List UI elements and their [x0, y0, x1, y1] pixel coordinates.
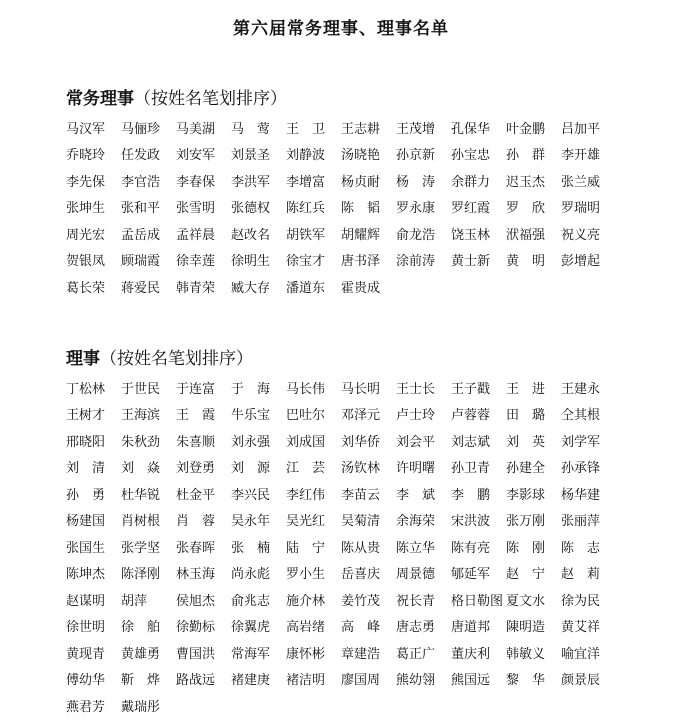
standing-director-name: 吕加平	[561, 121, 601, 137]
director-name: 路战远	[176, 673, 216, 689]
director-name: 黄艾祥	[561, 620, 601, 636]
standing-director-name: 韩青荣	[176, 280, 216, 296]
standing-director-name: 霍贵成	[341, 280, 381, 296]
director-name: 孙卫青	[451, 461, 491, 477]
director-name: 唐道邦	[451, 620, 491, 636]
standing-director-name: 顾瑞霞	[121, 254, 161, 270]
standing-director-name: 张德权	[231, 201, 271, 217]
director-name: 常海军	[231, 646, 271, 662]
director-name: 陈立华	[396, 540, 436, 556]
director-name: 陆 宁	[286, 540, 326, 556]
director-name: 刘 焱	[121, 461, 161, 477]
director-name: 董庆利	[451, 646, 491, 662]
director-name: 尚永彪	[231, 567, 271, 583]
standing-director-name: 杨贞耐	[341, 174, 381, 190]
standing-directors-heading-note: （按姓名笔划排序）	[134, 89, 287, 109]
standing-director-name: 陈 韬	[341, 201, 381, 217]
director-name: 高岩绪	[286, 620, 326, 636]
director-name: 徐翼虎	[231, 620, 271, 636]
director-name: 徐 舶	[121, 620, 161, 636]
standing-director-name: 余群力	[451, 174, 491, 190]
director-name: 陈 志	[561, 540, 601, 556]
director-name: 张丽萍	[561, 514, 601, 530]
director-name: 杜华锐	[121, 487, 161, 503]
standing-director-name: 蒋爱民	[121, 280, 161, 296]
director-name: 赵 宁	[506, 567, 546, 583]
director-name: 巴吐尔	[286, 408, 326, 424]
director-name: 刘学军	[561, 434, 601, 450]
director-name: 黎 华	[506, 673, 546, 689]
standing-director-name: 任发政	[121, 148, 161, 164]
director-name: 李兴民	[231, 487, 271, 503]
standing-director-name: 李开雄	[561, 148, 601, 164]
director-name: 胡萍	[121, 593, 148, 609]
director-name: 高 峰	[341, 620, 381, 636]
standing-director-name: 乔晓玲	[66, 148, 106, 164]
director-name: 卢士玲	[396, 408, 436, 424]
standing-director-name: 张和平	[121, 201, 161, 217]
standing-director-name: 徐明生	[231, 254, 271, 270]
standing-director-name: 马 莺	[231, 121, 271, 137]
director-name: 姜竹茂	[341, 593, 381, 609]
standing-director-name: 贺银凤	[66, 254, 106, 270]
standing-director-name: 祝义亮	[561, 227, 601, 243]
director-name: 于连富	[176, 381, 216, 397]
director-name: 陈坤杰	[66, 567, 106, 583]
director-name: 丁松林	[66, 381, 106, 397]
director-name: 曹国洪	[176, 646, 216, 662]
director-name: 王建永	[561, 381, 601, 397]
director-name: 江 芸	[286, 461, 326, 477]
standing-director-name: 孟岳成	[121, 227, 161, 243]
director-name: 卢蓉蓉	[451, 408, 491, 424]
director-name: 戴瑞彤	[121, 699, 161, 715]
director-name: 徐为民	[561, 593, 601, 609]
director-name: 刘成国	[286, 434, 326, 450]
director-name: 马长伟	[286, 381, 326, 397]
director-name: 吴菊清	[341, 514, 381, 530]
director-name: 刘华侨	[341, 434, 381, 450]
director-name: 孙 勇	[66, 487, 106, 503]
director-name: 刘会平	[396, 434, 436, 450]
standing-director-name: 刘景圣	[231, 148, 271, 164]
standing-director-name: 饶玉林	[451, 227, 491, 243]
standing-director-name: 孙 群	[506, 148, 546, 164]
director-name: 许明曙	[396, 461, 436, 477]
director-name: 刘 英	[506, 434, 546, 450]
standing-director-name: 王志耕	[341, 121, 381, 137]
standing-directors-section	[66, 86, 676, 300]
director-name: 王海滨	[121, 408, 161, 424]
standing-director-name: 王 卫	[286, 121, 326, 137]
directors-heading-title: 理事	[66, 349, 100, 369]
director-name: 陈 刚	[506, 540, 546, 556]
standing-director-name: 刘静波	[286, 148, 326, 164]
director-name: 宋洪波	[451, 514, 491, 530]
director-name: 杨建国	[66, 514, 106, 530]
director-name: 黄现青	[66, 646, 106, 662]
standing-director-name: 周光宏	[66, 227, 106, 243]
director-name: 李 斌	[396, 487, 436, 503]
standing-director-name: 马汉军	[66, 121, 106, 137]
standing-director-name: 李先保	[66, 174, 106, 190]
director-name: 靳 烨	[121, 673, 161, 689]
director-name: 康怀彬	[286, 646, 326, 662]
standing-director-name: 孙宝忠	[451, 148, 491, 164]
director-name: 孙建全	[506, 461, 546, 477]
director-name: 张国生	[66, 540, 106, 556]
director-name: 施介林	[286, 593, 326, 609]
director-name: 郇延军	[451, 567, 491, 583]
directors-heading	[66, 346, 676, 372]
director-name: 田 璐	[506, 408, 546, 424]
standing-director-name: 迟玉杰	[506, 174, 546, 190]
standing-directors-heading-title: 常务理事	[66, 89, 134, 109]
standing-director-name: 黄士新	[451, 254, 491, 270]
director-name: 李影球	[506, 487, 546, 503]
director-name: 刘志斌	[451, 434, 491, 450]
directors-section	[66, 346, 676, 719]
standing-director-name: 马美湖	[176, 121, 216, 137]
director-name: 刘 清	[66, 461, 106, 477]
director-name: 刘登勇	[176, 461, 216, 477]
director-name: 褚洁明	[286, 673, 326, 689]
director-name: 牛乐宝	[231, 408, 271, 424]
director-name: 仝其根	[561, 408, 601, 424]
standing-director-name: 罗永康	[396, 201, 436, 217]
director-name: 李 鹏	[451, 487, 491, 503]
director-name: 章建浩	[341, 646, 381, 662]
director-name: 黄雄勇	[121, 646, 161, 662]
director-name: 张春晖	[176, 540, 216, 556]
director-name: 罗小生	[286, 567, 326, 583]
director-name: 周景德	[396, 567, 436, 583]
standing-director-name: 张雪明	[176, 201, 216, 217]
director-name: 祝长青	[396, 593, 436, 609]
standing-director-name: 胡铁军	[286, 227, 326, 243]
director-name: 刘永强	[231, 434, 271, 450]
standing-director-name: 潘道东	[286, 280, 326, 296]
director-name: 格日勒图	[451, 593, 504, 609]
standing-director-name: 彭增起	[561, 254, 601, 270]
standing-director-name: 徐宝才	[286, 254, 326, 270]
director-name: 夏文水	[506, 593, 546, 609]
standing-director-name: 叶金鹏	[506, 121, 546, 137]
standing-director-name: 李春保	[176, 174, 216, 190]
director-name: 肖 蓉	[176, 514, 216, 530]
director-name: 于 海	[231, 381, 271, 397]
standing-director-name: 俞龙浩	[396, 227, 436, 243]
director-name: 褚建庚	[231, 673, 271, 689]
director-name: 韩敏义	[506, 646, 546, 662]
director-name: 燕君芳	[66, 699, 106, 715]
director-name: 邢晓阳	[66, 434, 106, 450]
standing-director-name: 洑福强	[506, 227, 546, 243]
director-name: 颜景辰	[561, 673, 601, 689]
director-name: 俞兆志	[231, 593, 271, 609]
director-name: 杨华建	[561, 487, 601, 503]
director-name: 岳喜庆	[341, 567, 381, 583]
director-name: 喻宜洋	[561, 646, 601, 662]
director-name: 孙承锋	[561, 461, 601, 477]
standing-director-name: 杨 涛	[396, 174, 436, 190]
standing-director-name: 汤晓艳	[341, 148, 381, 164]
standing-director-name: 刘安军	[176, 148, 216, 164]
director-name: 陈有亮	[451, 540, 491, 556]
director-name: 陈泽刚	[121, 567, 161, 583]
director-name: 陈从贵	[341, 540, 381, 556]
director-name: 邓泽元	[341, 408, 381, 424]
director-name: 徐世明	[66, 620, 106, 636]
director-name: 熊幼翎	[396, 673, 436, 689]
standing-director-name: 黄 明	[506, 254, 546, 270]
director-name: 林玉海	[176, 567, 216, 583]
standing-director-name: 臧大存	[231, 280, 271, 296]
director-name: 王 霞	[176, 408, 216, 424]
director-name: 朱秋劲	[121, 434, 161, 450]
director-name: 唐志勇	[396, 620, 436, 636]
director-name: 刘 源	[231, 461, 271, 477]
director-name: 朱喜顺	[176, 434, 216, 450]
document-title: 第六届常务理事、理事名单	[233, 19, 449, 39]
director-name: 陳明造	[506, 620, 546, 636]
directors-name-list	[66, 374, 676, 719]
standing-director-name: 涂前涛	[396, 254, 436, 270]
standing-director-name: 王茂增	[396, 121, 436, 137]
standing-directors-name-list	[66, 114, 676, 300]
director-name: 廖国周	[341, 673, 381, 689]
director-name: 赵谋明	[66, 593, 106, 609]
standing-director-name: 孟祥晨	[176, 227, 216, 243]
standing-director-name: 徐幸莲	[176, 254, 216, 270]
directors-heading-note: （按姓名笔划排序）	[100, 349, 253, 369]
director-name: 于世民	[121, 381, 161, 397]
standing-directors-heading	[66, 86, 676, 112]
director-name: 王子戳	[451, 381, 491, 397]
director-name: 傅幼华	[66, 673, 106, 689]
director-name: 余海荣	[396, 514, 436, 530]
director-name: 葛正广	[396, 646, 436, 662]
director-name: 马长明	[341, 381, 381, 397]
standing-director-name: 张兰威	[561, 174, 601, 190]
director-name: 张万刚	[506, 514, 546, 530]
director-name: 侯旭杰	[176, 593, 216, 609]
director-name: 李苗云	[341, 487, 381, 503]
standing-director-name: 罗红霞	[451, 201, 491, 217]
director-name: 徐勤标	[176, 620, 216, 636]
standing-director-name: 李增富	[286, 174, 326, 190]
standing-director-name: 张坤生	[66, 201, 106, 217]
director-name: 李红伟	[286, 487, 326, 503]
director-name: 杜金平	[176, 487, 216, 503]
standing-director-name: 李洪军	[231, 174, 271, 190]
standing-director-name: 李官浩	[121, 174, 161, 190]
director-name: 王树才	[66, 408, 106, 424]
director-name: 赵 莉	[561, 567, 601, 583]
director-name: 王 进	[506, 381, 546, 397]
director-name: 汤钦林	[341, 461, 381, 477]
director-name: 张 楠	[231, 540, 271, 556]
director-name: 王士长	[396, 381, 436, 397]
standing-director-name: 罗瑞明	[561, 201, 601, 217]
director-name: 吴光红	[286, 514, 326, 530]
standing-director-name: 葛长荣	[66, 280, 106, 296]
director-name: 肖树根	[121, 514, 161, 530]
director-name: 吴永年	[231, 514, 271, 530]
director-name: 张学坚	[121, 540, 161, 556]
standing-director-name: 陈红兵	[286, 201, 326, 217]
standing-director-name: 孔保华	[451, 121, 491, 137]
director-name: 熊国远	[451, 673, 491, 689]
standing-director-name: 赵改名	[231, 227, 271, 243]
standing-director-name: 马俪珍	[121, 121, 161, 137]
standing-director-name: 唐书泽	[341, 254, 381, 270]
standing-director-name: 孙京新	[396, 148, 436, 164]
standing-director-name: 罗 欣	[506, 201, 546, 217]
standing-director-name: 胡耀辉	[341, 227, 381, 243]
